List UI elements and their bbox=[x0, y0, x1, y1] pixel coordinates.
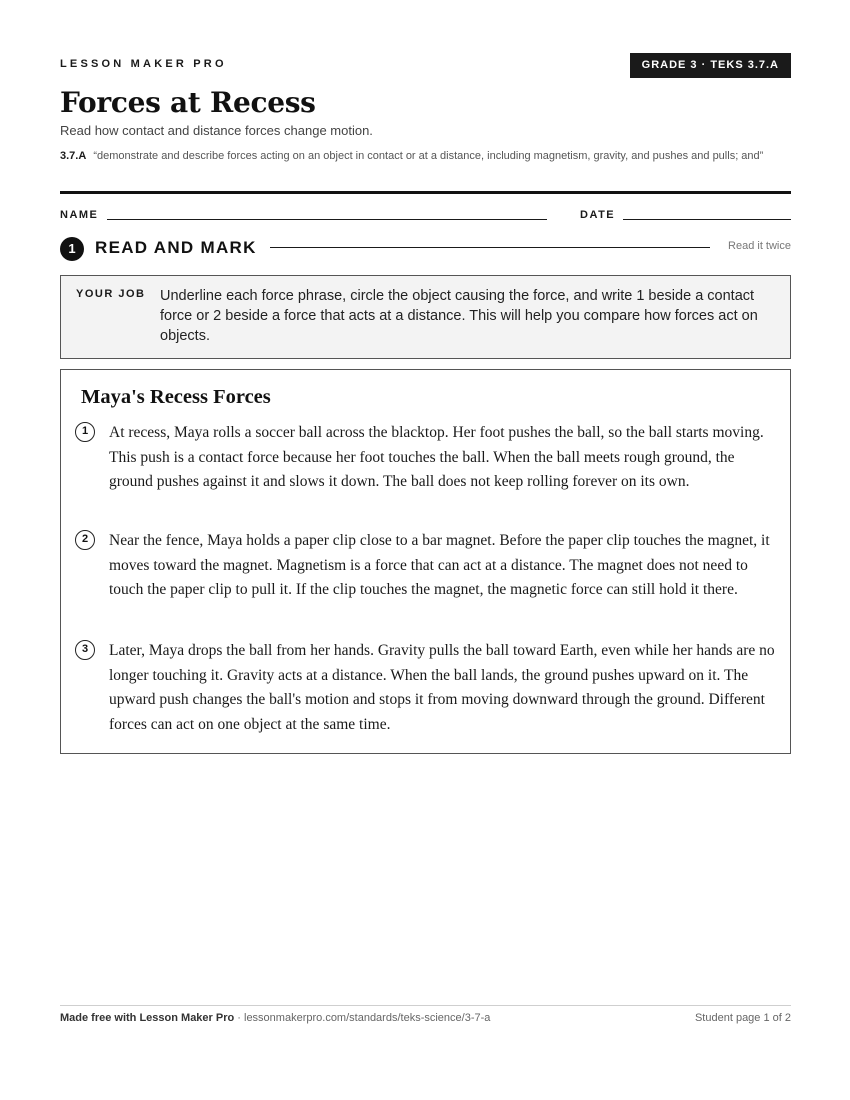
name-label: NAME bbox=[60, 209, 99, 221]
date-label: DATE bbox=[580, 209, 616, 221]
footer-page-number: Student page 1 of 2 bbox=[694, 1012, 791, 1024]
name-field-line[interactable] bbox=[107, 219, 547, 220]
footer-separator: · bbox=[234, 1012, 244, 1024]
brand-name: LESSON MAKER PRO bbox=[60, 58, 227, 70]
instructions-text: Underline each force phrase, circle the object causing the force, and write 1 beside a contact force or 2 beside a force that acts at a distance. This will help you compare how forces act on objects. bbox=[160, 288, 758, 344]
footer-divider bbox=[60, 1005, 791, 1006]
grade-badge: GRADE 3 · TEKS 3.7.A bbox=[630, 53, 791, 78]
paragraph-number-badge: 3 bbox=[75, 640, 95, 660]
section-title: READ AND MARK bbox=[95, 238, 257, 257]
standard-description bbox=[60, 148, 791, 164]
section-number-badge: 1 bbox=[60, 237, 84, 261]
page-subtitle: Read how contact and distance forces change motion. bbox=[60, 123, 373, 138]
standard-code: 3.7.A bbox=[60, 150, 87, 162]
date-field-line[interactable] bbox=[623, 219, 791, 220]
page-title: Forces at Recess bbox=[60, 86, 316, 119]
instructions-label: YOUR JOB bbox=[76, 288, 146, 300]
footer-made-with: Made free with Lesson Maker Pro bbox=[60, 1012, 235, 1024]
passage-paragraph-3 bbox=[75, 639, 775, 739]
paragraph-number-badge: 1 bbox=[75, 422, 95, 442]
footer-url[interactable]: lessonmakerpro.com/standards/teks-science/3-7-a bbox=[244, 1012, 491, 1024]
worksheet-page bbox=[60, 0, 791, 1100]
paragraph-text: At recess, Maya rolls a soccer ball across the blacktop. Her foot pushes the ball, so the ball starts moving. This push is a contact force because her foot touches the ball. When the ball meets rough ground, the ground pushes against it and slows it down. The ball does not keep rolling forever on its own. bbox=[109, 424, 764, 490]
reading-passage-box bbox=[60, 369, 791, 754]
section-divider bbox=[270, 247, 710, 248]
paragraph-text: Near the fence, Maya holds a paper clip close to a bar magnet. Before the paper clip touches the magnet, it moves toward the magnet. Magnetism is a force that can act at a distance. The magnet does not need to touch the paper clip to pull it. If the clip touches the magnet, the magnetic force can still hold it there. bbox=[109, 532, 770, 598]
header-divider bbox=[60, 191, 791, 194]
reading-title: Maya's Recess Forces bbox=[81, 386, 271, 408]
paragraph-number-badge: 2 bbox=[75, 530, 95, 550]
passage-paragraph-2 bbox=[75, 529, 775, 629]
passage-paragraph-1 bbox=[75, 421, 775, 521]
footer-credit bbox=[60, 1012, 490, 1024]
standard-text: “demonstrate and describe forces acting on an object in contact or at a distance, including magnetism, gravity, and pushes and pulls; and” bbox=[93, 150, 764, 162]
instructions-box bbox=[60, 275, 791, 359]
section-note: Read it twice bbox=[728, 240, 791, 252]
paragraph-text: Later, Maya drops the ball from her hands. Gravity pulls the ball toward Earth, even while her hands are no longer touching it. Gravity acts at a distance. When the ball lands, the ground pushes upward on it. The upward push changes the ball's motion and stops it from moving downward through the ground. Different forces can act on one object at the same time. bbox=[109, 642, 775, 733]
